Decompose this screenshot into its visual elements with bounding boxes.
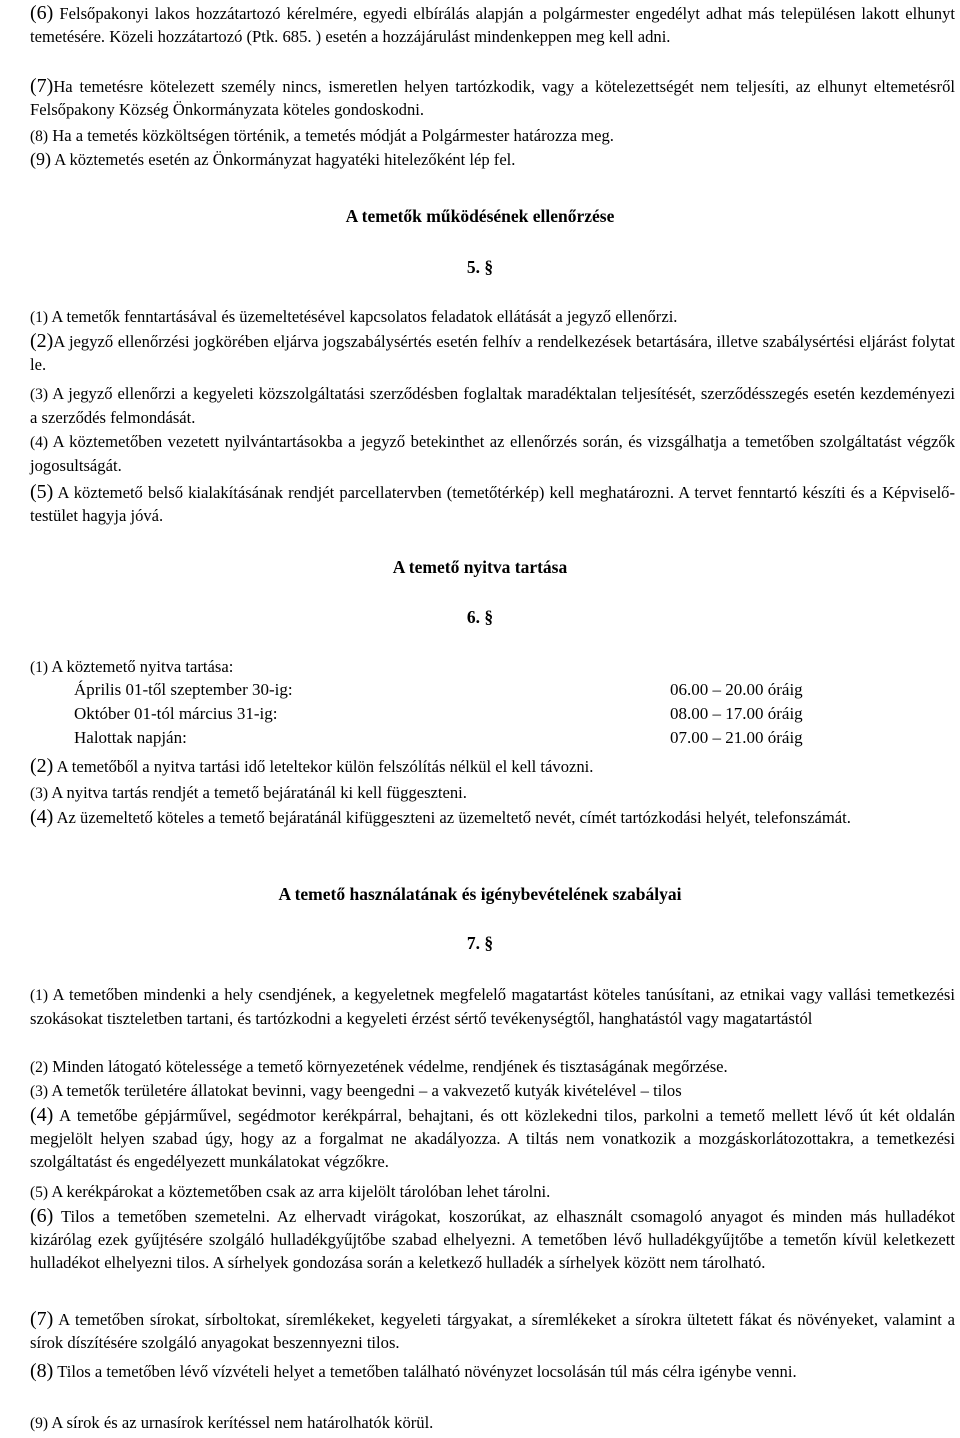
- paragraph-text: A temetőben mindenki a hely csendjének, a kegyeletnek megfelelő magatartást köteles tanúsítani, az etnikai vagy vallási temetkezési szokásokat tiszteletben tartani, és tartózkodni a kegyeleti érzést sértő tevékenységtől, hanghatástól vagy magatartástól: [30, 985, 955, 1028]
- paragraph-7-6: [30, 1205, 955, 1274]
- paragraph-number: (8): [30, 1360, 54, 1382]
- paragraph-9: [30, 148, 955, 171]
- schedule-label: Április 01-től szeptember 30-ig:: [74, 680, 293, 699]
- paragraph-7-8: [30, 1360, 955, 1383]
- paragraph-number: (7): [30, 1308, 54, 1330]
- paragraph-text: Tilos a temetőben szemetelni. Az elhervadt virágokat, koszorúkat, az elhasznált csomagoló anyagot és minden más hulladékot kizárólag ezek gyűjtésére szolgáló hulladékgyűjtőbe szabad elhelyezni. A temetőben lévő hulladékgyűjtőbe a temetőn kívül keletkezett hulladékot elhelyezni tilos. A sírhelyek gondozása során a keletkező hulladék a sírhelyek között nem tárolható.: [30, 1207, 955, 1272]
- paragraph-text: A jegyző ellenőrzési jogkörében eljárva jogszabálysértés esetén felhív a rendelkezések betartására, illetve szabálysértési eljárást folytat le.: [30, 332, 955, 374]
- paragraph-number: (7): [30, 75, 54, 97]
- paragraph-text: A köztemetőben vezetett nyilvántartásokba a jegyző betekinthet az ellenőrzés során, és vizsgálhatja a temetőben szolgáltatást végzők jogosultságát.: [30, 432, 956, 475]
- section-heading: A temetők működésének ellenőrzése: [345, 206, 615, 226]
- paragraph-number: (8): [30, 128, 49, 145]
- paragraph-7-3: [30, 1079, 955, 1103]
- paragraph-text: A kerékpárokat a köztemetőben csak az arra kijelölt tárolóban lehet tárolni.: [51, 1182, 551, 1201]
- paragraph-text: Felsőpakonyi lakos hozzátartozó kérelmére, egyedi elbírálás alapján a polgármester engedélyt adhat más településen lakott elhunyt temetésére. Közeli hozzátartozó (Ptk. 685. ) esetén a hozzájárulást mindenkeppen meg kell adni.: [30, 4, 955, 46]
- paragraph-text: Tilos a temetőben lévő vízvételi helyet a temetőben található növényzet locsolásán túl más célra igénybe venni.: [57, 1362, 797, 1381]
- paragraph-number: (1): [30, 309, 49, 326]
- paragraph-text: A köztemető belső kialakításának rendjét parcellatervben (temetőtérkép) kell meghatározni. A tervet fenntartó készíti és a Képviselő-testület hagyja jóvá.: [30, 483, 956, 525]
- paragraph-7-5: [30, 1180, 955, 1204]
- paragraph-6-3: [30, 781, 955, 805]
- section-number: 5. §: [466, 257, 494, 277]
- paragraph-number: (3): [30, 1083, 49, 1100]
- paragraph-number: (6): [30, 1205, 54, 1227]
- section-number: 7. §: [466, 933, 494, 953]
- paragraph-6-4: [30, 806, 955, 829]
- paragraph-number: (2): [30, 330, 54, 352]
- paragraph-number: (5): [30, 1184, 49, 1201]
- paragraph-5-3: [30, 382, 955, 429]
- paragraph-5-2: [30, 330, 955, 376]
- paragraph-number: (3): [30, 785, 49, 802]
- paragraph-text: A jegyző ellenőrzi a kegyeleti közszolgáltatási szerződésben foglaltak maradéktalan teljesítését, szerződésszegés esetén kezdeményezi a szerződés felmondását.: [30, 384, 956, 427]
- paragraph-7: [30, 75, 955, 121]
- paragraph-text: A temetők területére állatokat bevinni, vagy beengedni – a vakvezető kutyák kivételével – tilos: [51, 1081, 682, 1100]
- schedule-time: 06.00 – 20.00 óráig: [670, 680, 803, 699]
- paragraph-text: A temetőből a nyitva tartási idő leteltekor külön felszólítás nélkül el kell távozni.: [56, 757, 594, 776]
- section-heading: A temető nyitva tartása: [392, 557, 568, 577]
- schedule-time: 07.00 – 21.00 óráig: [670, 728, 803, 747]
- section-heading: A temető használatának és igénybevételének szabályai: [278, 884, 682, 904]
- paragraph-number: (6): [30, 2, 54, 24]
- paragraph-text: A sírok és az urnasírok kerítéssel nem határolhatók körül.: [51, 1413, 434, 1432]
- paragraph-number: (5): [30, 481, 54, 503]
- schedule-label: Halottak napján:: [74, 728, 187, 747]
- paragraph-number: (4): [30, 1104, 54, 1126]
- paragraph-number: (2): [30, 1059, 49, 1076]
- paragraph-8: [30, 124, 955, 148]
- paragraph-text: A nyitva tartás rendjét a temető bejáratánál ki kell függeszteni.: [51, 783, 467, 802]
- section-number: 6. §: [466, 607, 494, 627]
- paragraph-5-1: [30, 305, 955, 329]
- paragraph-number: (1): [30, 987, 49, 1004]
- paragraph-text: A köztemetés esetén az Önkormányzat hagyatéki hitelezőként lép fel.: [54, 150, 516, 169]
- paragraph-6: [30, 2, 955, 48]
- schedule-time: 08.00 – 17.00 óráig: [670, 704, 803, 723]
- paragraph-text: Ha temetésre kötelezett személy nincs, ismeretlen helyen tartózkodik, vagy a kötelezettségét nem teljesíti, az elhunyt eltemetésről Felsőpakony Község Önkormányzata köteles gondoskodni.: [30, 77, 955, 119]
- paragraph-text: Minden látogató kötelessége a temető környezetének védelme, rendjének és tisztaságának megőrzése.: [52, 1057, 728, 1076]
- paragraph-number: (4): [30, 806, 54, 828]
- paragraph-text: A temetők fenntartásával és üzemeltetésével kapcsolatos feladatok ellátását a jegyző ellenőrzi.: [51, 307, 678, 326]
- paragraph-7-4: [30, 1104, 955, 1173]
- paragraph-number: (4): [30, 434, 49, 451]
- paragraph-7-2: [30, 1055, 955, 1079]
- paragraph-7-1: [30, 983, 955, 1030]
- paragraph-7-9: [30, 1411, 955, 1435]
- paragraph-text: Ha a temetés közköltségen történik, a temetés módját a Polgármester határozza meg.: [52, 126, 614, 145]
- paragraph-text: A köztemető nyitva tartása:: [51, 657, 234, 676]
- paragraph-number: (9): [30, 1415, 49, 1432]
- schedule-label: Október 01-tól március 31-ig:: [74, 704, 278, 723]
- paragraph-7-7: [30, 1308, 955, 1354]
- paragraph-6-2: [30, 755, 955, 778]
- paragraph-5-4: [30, 430, 955, 477]
- paragraph-number: (2): [30, 755, 54, 777]
- paragraph-text: Az üzemeltető köteles a temető bejáratánál kifüggeszteni az üzemeltető nevét, címét tartózkodási helyét, telefonszámát.: [56, 808, 851, 827]
- paragraph-text: A temetőbe gépjárművel, segédmotor kerékpárral, behajtani, és ott közlekedni tilos, parkolni a temető mellett lévő út két oldalán megjelölt helyen szabad úgy, hogy az a forgalmat ne akadályozza. A tiltás nem vonatkozik a mozgáskorlátozottakra, a temetkezési szolgáltatást és engedélyezett munkálatokat végzőkre.: [30, 1106, 955, 1171]
- paragraph-5-5: [30, 481, 955, 527]
- paragraph-text: A temetőben sírokat, sírboltokat, síremlékeket, kegyeleti tárgyakat, a síremlékeket a sírokra ültetett fákat és növényeket, valamint a sírok díszítésére szolgáló anyagokat beszennyezni tilos.: [30, 1310, 956, 1352]
- paragraph-number: (9): [30, 149, 51, 169]
- paragraph-6-1: [30, 655, 955, 679]
- paragraph-number: (3): [30, 386, 49, 403]
- paragraph-number: (1): [30, 659, 49, 676]
